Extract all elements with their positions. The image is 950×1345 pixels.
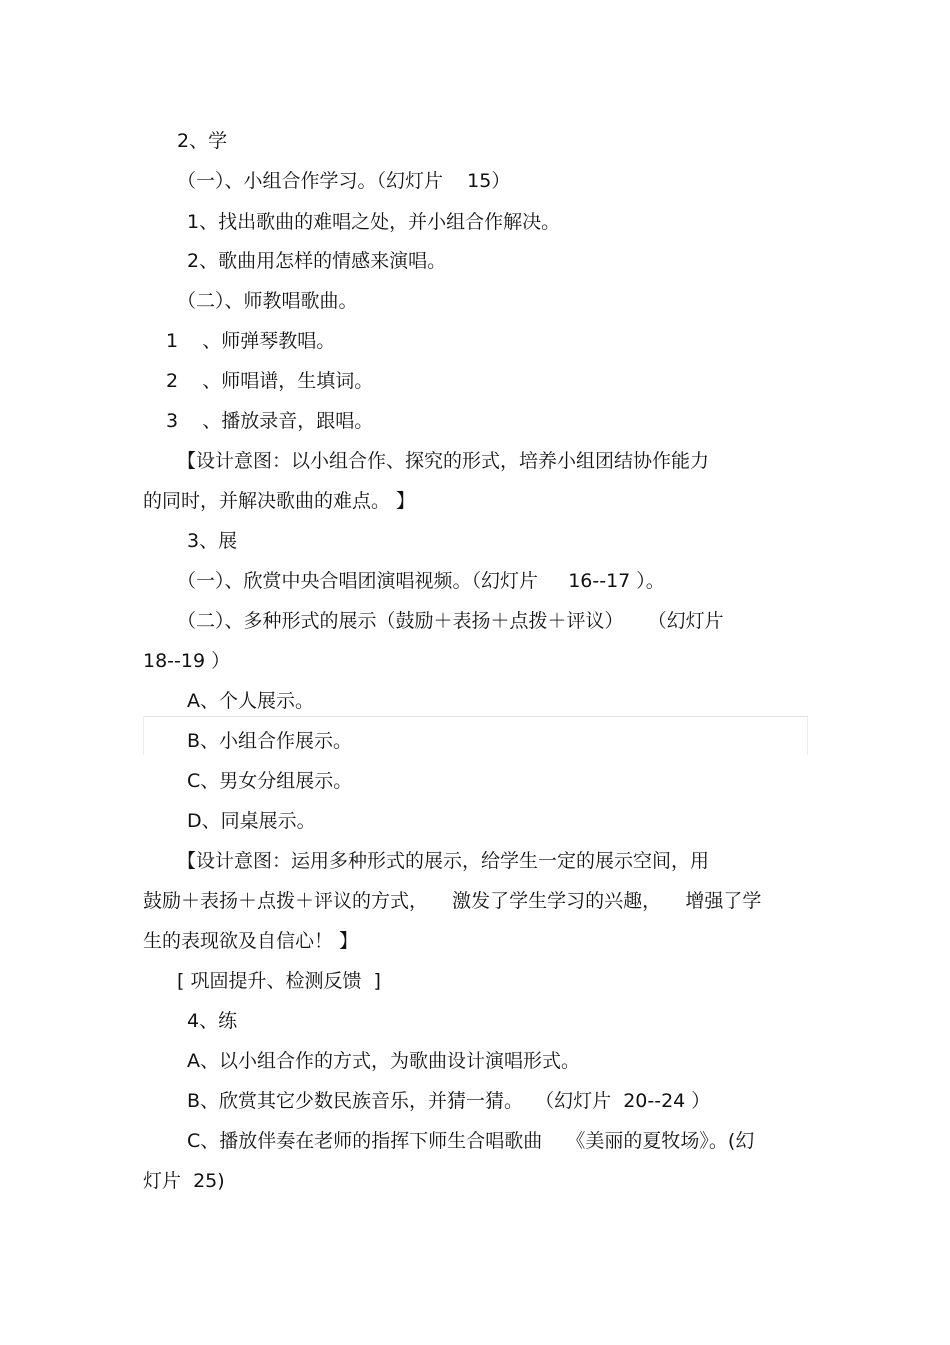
- list-item: C、男女分组展示。: [187, 770, 353, 792]
- subsection-group-study: （一）、小组合作学习。（幻灯片 15）: [177, 170, 511, 192]
- design-intent-paragraph: 鼓励＋表扬＋点拨＋评议的方式， 激发了学生学习的兴趣， 增强了学: [143, 890, 762, 912]
- section-label-consolidate: [ 巩固提升、检测反馈 ]: [177, 970, 381, 992]
- list-item: 3 、播放录音，跟唱。: [166, 410, 374, 432]
- list-item: 1 、师弹琴教唱。: [166, 330, 336, 352]
- design-intent-paragraph: 【设计意图：运用多种形式的展示，给学生一定的展示空间，用: [177, 850, 710, 872]
- list-item: A、个人展示。: [187, 690, 314, 712]
- list-item: 1、找出歌曲的难唱之处，并小组合作解决。: [187, 211, 561, 233]
- list-item: C、播放伴奏在老师的指挥下师生合唱歌曲 《美丽的夏牧场》。(幻: [187, 1130, 755, 1152]
- list-item: B、欣赏其它少数民族音乐，并猜一猜。 （幻灯片 20--24 ）: [187, 1090, 711, 1112]
- design-intent-paragraph: 生的表现欲及自信心！ 】: [143, 930, 359, 952]
- section-heading-show: 3、展: [187, 530, 238, 552]
- subsection-display-forms: （二）、多种形式的展示（鼓励＋表扬＋点拨＋评议） （幻灯片: [177, 610, 724, 632]
- list-item: D、同桌展示。: [187, 810, 316, 832]
- list-item: 2 、师唱谱，生填词。: [166, 370, 374, 392]
- section-heading-practice: 4、练: [187, 1010, 238, 1032]
- list-item: 灯片 25): [143, 1170, 225, 1192]
- design-intent-paragraph: 的同时，并解决歌曲的难点。 】: [143, 490, 416, 512]
- list-item: A、以小组合作的方式，为歌曲设计演唱形式。: [187, 1050, 580, 1072]
- subsection-appreciation: （一）、欣赏中央合唱团演唱视频。（幻灯片 16--17 ）。: [177, 570, 665, 592]
- subsection-teacher-teaching: （二）、师教唱歌曲。: [177, 290, 358, 312]
- list-item: B、小组合作展示。: [187, 730, 353, 752]
- section-heading-learn: 2、学: [177, 130, 228, 152]
- list-item: 2、歌曲用怎样的情感来演唱。: [187, 250, 447, 272]
- subsection-display-forms: 18--19 ）: [143, 650, 231, 672]
- design-intent-paragraph: 【设计意图：以小组合作、探究的形式，培养小组团结协作能力: [177, 450, 710, 472]
